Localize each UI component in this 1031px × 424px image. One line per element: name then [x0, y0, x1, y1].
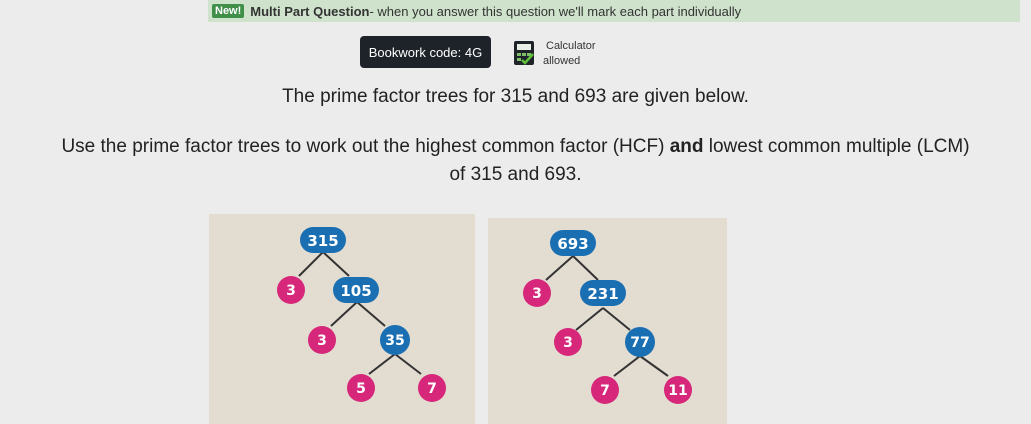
- question-line2: of 315 and 693.: [449, 164, 582, 185]
- svg-text:7: 7: [427, 381, 437, 397]
- tree-node-prime: [308, 326, 336, 354]
- tree-node-composite: [580, 280, 626, 306]
- question-line1-end: lowest common multiple (LCM): [703, 136, 970, 157]
- calculator-allowed-label: allowed: [543, 55, 581, 67]
- bookwork-code-button[interactable]: Bookwork code: 4G: [360, 36, 491, 68]
- question-text: [0, 133, 1031, 189]
- tree-node-prime: [418, 374, 446, 402]
- tree-node-composite: [333, 277, 379, 303]
- svg-text:315: 315: [307, 232, 339, 250]
- svg-text:77: 77: [630, 335, 650, 351]
- banner-title: Multi Part Question: [250, 3, 370, 19]
- svg-text:35: 35: [385, 333, 405, 349]
- tree-node-composite: [380, 325, 410, 355]
- multi-part-banner: [208, 0, 1020, 22]
- question-intro: The prime factor trees for 315 and 693 are given below.: [282, 86, 749, 107]
- tree-node-prime: [664, 376, 692, 404]
- tree-node-prime: [523, 279, 551, 307]
- question-line1-start: Use the prime factor trees to work out the highest common factor (HCF): [61, 136, 670, 157]
- calculator-label: Calculator: [546, 40, 596, 52]
- tree-node-root: [550, 230, 596, 256]
- calculator-icon: [512, 40, 536, 66]
- factor-tree-315: [209, 214, 475, 424]
- tree-node-prime: [277, 276, 305, 304]
- tree-node-prime: [347, 374, 375, 402]
- tree-node-prime: [554, 328, 582, 356]
- svg-text:231: 231: [587, 285, 619, 303]
- factor-tree-315-panel: [209, 214, 475, 424]
- svg-text:3: 3: [317, 333, 327, 349]
- factor-tree-693: [488, 218, 727, 424]
- tree-node-composite: [625, 327, 655, 357]
- tree-node-prime: [591, 376, 619, 404]
- svg-text:7: 7: [600, 383, 610, 399]
- banner-description: - when you answer this question we'll mark each part individually: [369, 3, 742, 19]
- new-badge: New!: [212, 4, 244, 18]
- tree-node-root: [300, 227, 346, 253]
- svg-text:3: 3: [563, 335, 573, 351]
- svg-text:11: 11: [668, 383, 688, 399]
- svg-text:693: 693: [557, 235, 589, 253]
- factor-tree-693-panel: [488, 218, 727, 424]
- svg-text:3: 3: [532, 286, 542, 302]
- svg-text:105: 105: [340, 282, 372, 300]
- question-line1-bold: and: [669, 136, 704, 157]
- svg-text:5: 5: [356, 381, 366, 397]
- svg-text:3: 3: [286, 283, 296, 299]
